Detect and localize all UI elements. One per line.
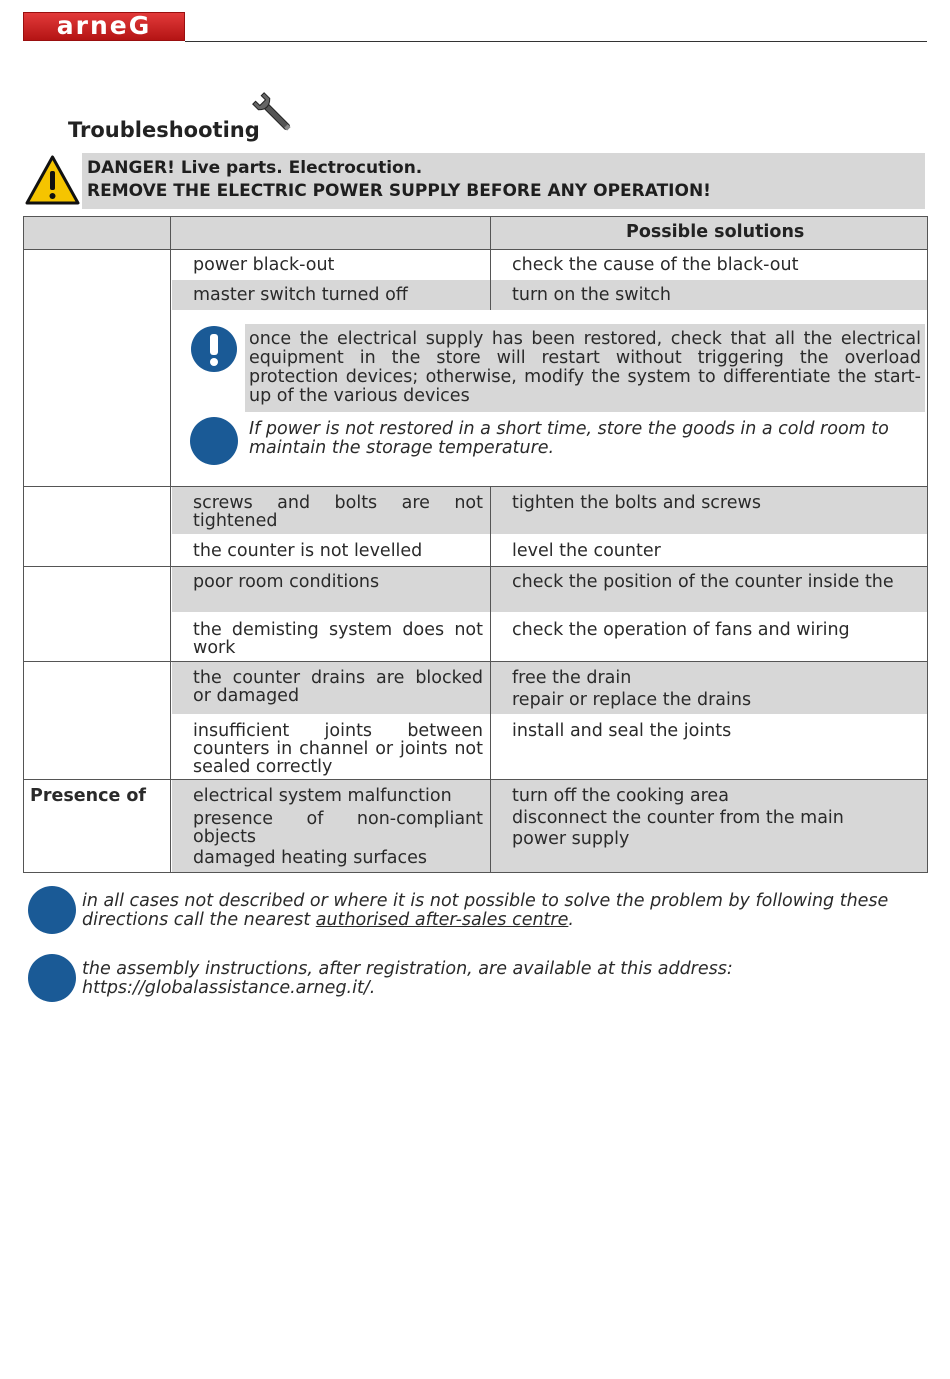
after-sales-link[interactable]: authorised after-sales centre	[315, 910, 569, 930]
cause-counter-not-levelled: the counter is not levelled	[193, 541, 423, 561]
note-power-restored: once the electrical supply has been restored, check that all the electrical equipment in the store will restart without triggering the overload protection devices; otherwise, modify the system to differentiate the start-up of the various devices	[249, 329, 921, 406]
danger-line-1: DANGER! Live parts. Electrocution.	[87, 158, 423, 178]
cause-power-blackout: power black-out	[193, 255, 335, 275]
grid-line	[490, 486, 491, 872]
solution-tighten-bolts: tighten the bolts and screws	[512, 493, 761, 513]
grid-line	[24, 566, 927, 567]
note-after-sales	[82, 892, 922, 930]
solution-check-blackout: check the cause of the black-out	[512, 255, 799, 275]
cause-drains-blocked: the counter drains are blocked or damaged	[193, 668, 483, 706]
cause-master-switch: master switch turned off	[193, 285, 408, 305]
danger-line-2: REMOVE THE ELECTRIC POWER SUPPLY BEFORE ANY OPERATION!	[87, 181, 711, 201]
warning-triangle-icon	[25, 154, 80, 206]
note-power-not-restored: If power is not restored in a short time, store the goods in a cold room to maintain the storage temperature.	[249, 419, 889, 458]
troubleshooting-table	[23, 216, 928, 873]
solution-level-counter: level the counter	[512, 541, 661, 561]
info-bullet-icon	[190, 417, 238, 465]
solution-disconnect-counter: disconnect the counter from the main power supply	[512, 808, 844, 849]
solution-check-position: check the position of the counter inside the	[512, 573, 894, 591]
solution-install-joints: install and seal the joints	[512, 721, 732, 741]
cause-screws-bolts: screws and bolts are not tightened	[193, 493, 483, 531]
header-rule	[185, 41, 927, 42]
logo-text: arneG	[56, 11, 152, 40]
cause-non-compliant-objects: presence of non-compliant objects	[193, 809, 483, 847]
grid-line	[24, 249, 927, 250]
grid-line	[24, 486, 927, 487]
grid-line	[24, 661, 927, 662]
cause-electrical-malfunction: electrical system malfunction	[193, 786, 452, 806]
problem-presence-of: Presence of	[30, 786, 147, 806]
exclamation-icon	[190, 325, 238, 373]
header-possible-solutions: Possible solutions	[626, 222, 805, 242]
brand-logo	[23, 12, 185, 41]
info-bullet-icon	[28, 954, 76, 1002]
cause-damaged-heating: damaged heating surfaces	[193, 848, 428, 868]
solution-free-drain: free the drain	[512, 668, 632, 688]
info-bullet-icon	[28, 886, 76, 934]
cause-demisting: the demisting system does not work	[193, 620, 483, 658]
grid-line	[24, 779, 927, 780]
note-after-sales-text: in all cases not described or where it is not possible to solve the problem by following these directions call the nearest	[82, 891, 889, 930]
danger-notice	[82, 153, 925, 209]
section-title: Troubleshooting	[68, 118, 260, 142]
grid-line	[490, 217, 491, 310]
solution-turn-off-cooking: turn off the cooking area	[512, 786, 729, 806]
note-after-sales-end: .	[568, 910, 574, 930]
wrench-icon	[248, 88, 300, 140]
solution-check-fans: check the operation of fans and wiring	[512, 620, 850, 640]
cause-insufficient-joints: insufficient joints between counters in channel or joints not sealed correctly	[193, 721, 483, 777]
solution-repair-drains: repair or replace the drains	[512, 690, 752, 710]
grid-line	[170, 217, 171, 872]
solution-turn-on-switch: turn on the switch	[512, 285, 672, 305]
note-assembly-instructions: the assembly instructions, after registration, are available at this address: https://globalassistance.arneg.it/.	[82, 959, 733, 998]
cause-poor-room-conditions: poor room conditions	[193, 572, 380, 592]
